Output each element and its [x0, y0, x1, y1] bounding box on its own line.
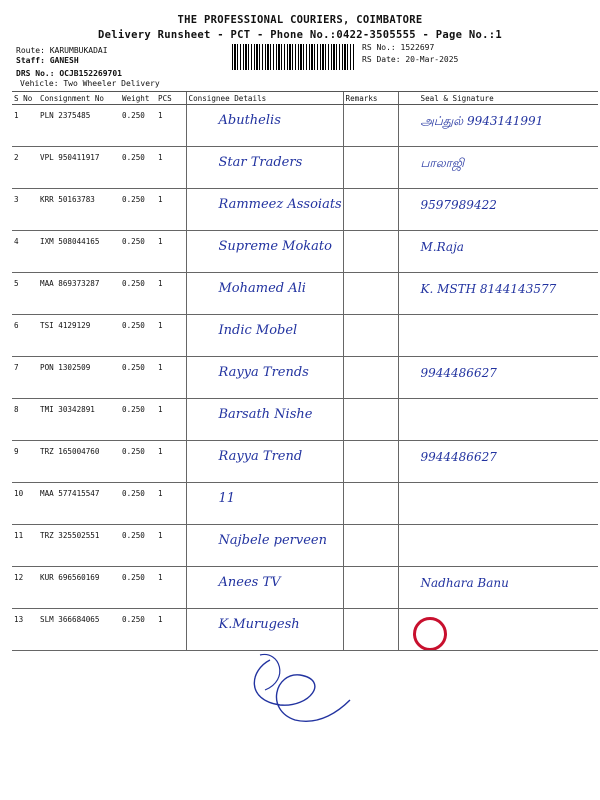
- table-row: [12, 609, 598, 651]
- signature-handwritten: 9944486627: [420, 450, 497, 464]
- cell-remarks: [343, 567, 398, 609]
- cell-remarks: [343, 357, 398, 399]
- cell-weight: 0.250: [120, 441, 156, 483]
- consignee-handwritten: Mohamed Ali: [218, 281, 306, 296]
- cell-weight: 0.250: [120, 483, 156, 525]
- cell-consignee: [186, 189, 343, 231]
- barcode: [232, 44, 354, 70]
- cell-signature: [398, 609, 598, 651]
- cell-consignment: KUR 696560169: [38, 567, 120, 609]
- consignee-handwritten: Abuthelis: [218, 113, 281, 128]
- cell-sno: 9: [12, 441, 38, 483]
- cell-weight: 0.250: [120, 105, 156, 147]
- signature-handwritten: K. MSTH 8144143577: [420, 282, 557, 296]
- cell-pcs: 1: [156, 105, 186, 147]
- cell-sno: 12: [12, 567, 38, 609]
- cell-remarks: [343, 315, 398, 357]
- cell-remarks: [343, 525, 398, 567]
- cell-consignment: PON 1302509: [38, 357, 120, 399]
- cell-consignment: PLN 2375485: [38, 105, 120, 147]
- col-consignee: Consignee Details: [186, 92, 343, 105]
- document-title: THE PROFESSIONAL COURIERS, COIMBATORE: [177, 14, 423, 26]
- table-row: [12, 273, 598, 315]
- cell-weight: 0.250: [120, 147, 156, 189]
- vehicle-label: Vehicle:: [20, 79, 59, 88]
- cell-remarks: [343, 273, 398, 315]
- cell-remarks: [343, 441, 398, 483]
- table-body: [12, 105, 598, 651]
- cell-weight: 0.250: [120, 315, 156, 357]
- rs-number-label: RS No.:: [362, 43, 396, 52]
- consignee-handwritten: Najbele perveen: [218, 533, 327, 548]
- table-row: [12, 105, 598, 147]
- cell-signature: [398, 525, 598, 567]
- cell-consignment: TSI 4129129: [38, 315, 120, 357]
- col-seal-signature: Seal & Signature: [398, 92, 598, 105]
- runsheet-table: [12, 91, 598, 651]
- cell-weight: 0.250: [120, 231, 156, 273]
- cell-consignment: KRR 50163783: [38, 189, 120, 231]
- drs-value: OCJB152269701: [59, 69, 122, 78]
- cell-signature: [398, 105, 598, 147]
- consignee-handwritten: Barsath Nishe: [218, 407, 313, 422]
- cell-remarks: [343, 105, 398, 147]
- consignee-handwritten: K.Murugesh: [218, 617, 300, 632]
- col-pcs: PCS: [156, 92, 186, 105]
- cell-signature: [398, 147, 598, 189]
- cell-sno: 13: [12, 609, 38, 651]
- cell-pcs: 1: [156, 441, 186, 483]
- cell-weight: 0.250: [120, 399, 156, 441]
- cell-sno: 5: [12, 273, 38, 315]
- route-line: [16, 46, 108, 56]
- cell-pcs: 1: [156, 357, 186, 399]
- cell-remarks: [343, 147, 398, 189]
- cell-pcs: 1: [156, 399, 186, 441]
- col-remarks: Remarks: [343, 92, 398, 105]
- cell-weight: 0.250: [120, 609, 156, 651]
- cell-consignee: [186, 483, 343, 525]
- table-row: [12, 483, 598, 525]
- staff-line: [16, 56, 79, 66]
- cell-signature: [398, 483, 598, 525]
- cell-consignment: TRZ 165004760: [38, 441, 120, 483]
- rs-date-value: 20-Mar-2025: [405, 55, 459, 64]
- bottom-signature-scribble: [240, 650, 360, 730]
- rs-date-line: [362, 55, 458, 65]
- vehicle-value: Two Wheeler Delivery: [63, 79, 160, 88]
- cell-weight: 0.250: [120, 525, 156, 567]
- signature-handwritten: 9944486627: [420, 366, 497, 380]
- cell-consignee: [186, 525, 343, 567]
- cell-sno: 4: [12, 231, 38, 273]
- cell-pcs: 1: [156, 147, 186, 189]
- cell-remarks: [343, 399, 398, 441]
- cell-consignee: [186, 231, 343, 273]
- consignee-handwritten: Rayya Trends: [218, 365, 309, 380]
- cell-pcs: 1: [156, 525, 186, 567]
- drs-line: [16, 69, 122, 79]
- consignee-handwritten: Supreme Mokato: [218, 239, 332, 254]
- route-value: KARUMBUKADAI: [49, 46, 108, 55]
- table-row: [12, 231, 598, 273]
- cell-pcs: 1: [156, 231, 186, 273]
- signature-handwritten: பாலாஜி: [420, 156, 465, 170]
- rs-date-label: RS Date:: [362, 55, 401, 64]
- cell-pcs: 1: [156, 273, 186, 315]
- cell-sno: 7: [12, 357, 38, 399]
- cell-signature: [398, 441, 598, 483]
- staff-value: GANESH: [49, 56, 79, 65]
- cell-pcs: 1: [156, 189, 186, 231]
- cell-consignee: [186, 147, 343, 189]
- route-label: Route:: [16, 46, 45, 55]
- cell-sno: 3: [12, 189, 38, 231]
- cell-sno: 1: [12, 105, 38, 147]
- cell-weight: 0.250: [120, 567, 156, 609]
- table-row: [12, 441, 598, 483]
- red-stamp: [413, 617, 447, 651]
- consignee-handwritten: 11: [218, 491, 236, 506]
- cell-sno: 6: [12, 315, 38, 357]
- cell-pcs: 1: [156, 567, 186, 609]
- signature-handwritten: Nadhara Banu: [420, 576, 509, 590]
- cell-signature: [398, 567, 598, 609]
- cell-sno: 2: [12, 147, 38, 189]
- signature-handwritten: 9597989422: [420, 198, 497, 212]
- cell-remarks: [343, 483, 398, 525]
- vehicle-line: [20, 79, 160, 89]
- cell-consignee: [186, 273, 343, 315]
- consignee-handwritten: Indic Mobel: [218, 323, 298, 338]
- table-row: [12, 357, 598, 399]
- cell-signature: [398, 399, 598, 441]
- consignee-handwritten: Star Traders: [218, 155, 303, 170]
- document-subtitle: Delivery Runsheet - PCT - Phone No.:0422-3505555 - Page No.:1: [98, 29, 502, 41]
- col-weight: Weight: [120, 92, 156, 105]
- cell-sno: 8: [12, 399, 38, 441]
- consignee-handwritten: Rayya Trend: [218, 449, 303, 464]
- cell-pcs: 1: [156, 483, 186, 525]
- cell-sno: 11: [12, 525, 38, 567]
- cell-signature: [398, 189, 598, 231]
- cell-remarks: [343, 231, 398, 273]
- cell-consignment: SLM 366684065: [38, 609, 120, 651]
- cell-consignee: [186, 609, 343, 651]
- cell-remarks: [343, 609, 398, 651]
- table-row: [12, 525, 598, 567]
- table-row: [12, 567, 598, 609]
- cell-weight: 0.250: [120, 273, 156, 315]
- cell-signature: [398, 315, 598, 357]
- table-row: [12, 399, 598, 441]
- cell-consignment: MAA 577415547: [38, 483, 120, 525]
- cell-consignee: [186, 315, 343, 357]
- cell-consignment: VPL 950411917: [38, 147, 120, 189]
- cell-consignment: TMI 30342891: [38, 399, 120, 441]
- cell-consignee: [186, 441, 343, 483]
- staff-label: Staff:: [16, 56, 45, 65]
- cell-signature: [398, 357, 598, 399]
- table-row: [12, 189, 598, 231]
- cell-consignee: [186, 399, 343, 441]
- consignee-handwritten: Rammeez Assoiats: [218, 197, 342, 212]
- signature-handwritten: M.Raja: [420, 240, 464, 254]
- cell-remarks: [343, 189, 398, 231]
- cell-consignment: TRZ 325502551: [38, 525, 120, 567]
- cell-consignee: [186, 567, 343, 609]
- cell-consignee: [186, 357, 343, 399]
- rs-number-value: 1522697: [400, 43, 435, 52]
- col-sno: S No: [12, 92, 38, 105]
- cell-pcs: 1: [156, 315, 186, 357]
- table-row: [12, 147, 598, 189]
- cell-signature: [398, 273, 598, 315]
- cell-weight: 0.250: [120, 189, 156, 231]
- signature-handwritten: அப்துல் 9943141991: [420, 114, 544, 128]
- consignee-handwritten: Anees TV: [218, 575, 281, 590]
- drs-label: DRS No.:: [16, 69, 55, 78]
- cell-signature: [398, 231, 598, 273]
- cell-sno: 10: [12, 483, 38, 525]
- cell-consignee: [186, 105, 343, 147]
- cell-pcs: 1: [156, 609, 186, 651]
- cell-weight: 0.250: [120, 357, 156, 399]
- cell-consignment: MAA 869373287: [38, 273, 120, 315]
- cell-consignment: IXM 508044165: [38, 231, 120, 273]
- table-row: [12, 315, 598, 357]
- rs-number-line: [362, 43, 434, 53]
- table-header-row: [12, 92, 598, 105]
- col-consignment: Consignment No: [38, 92, 120, 105]
